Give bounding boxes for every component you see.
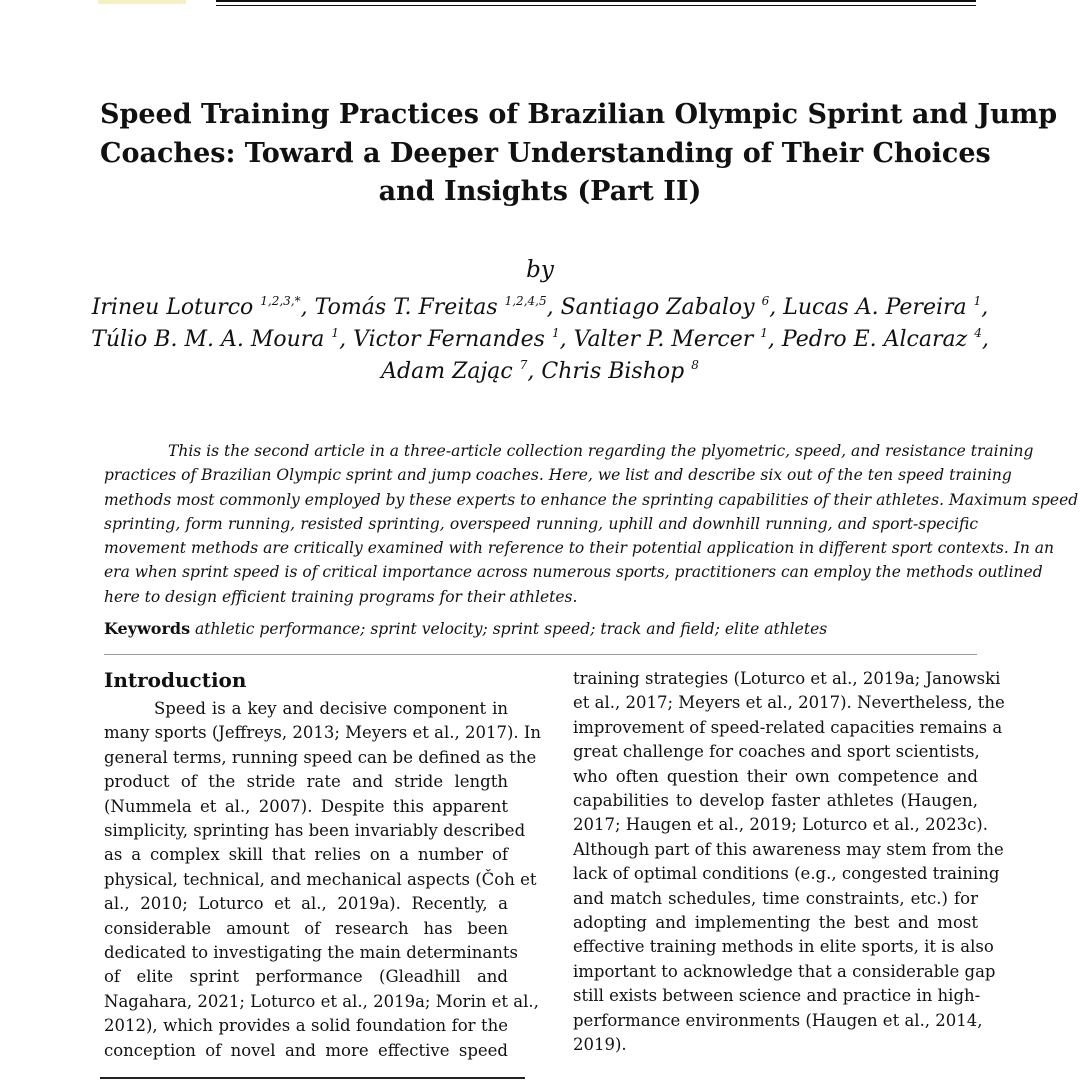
keywords-text: athletic performance; sprint velocity; sprint speed; track and field; elite athletes bbox=[190, 620, 828, 638]
author-affiliation: 4 bbox=[974, 326, 982, 340]
body-line: great challenge for coaches and sport scientists, bbox=[573, 742, 980, 762]
author-line: Túlio B. M. A. Moura $^1$, Victor Fernandes $^1$, Valter P. Mercer $^1$, Pedro E. Alcaraz $^4$, bbox=[91, 326, 989, 352]
abstract-line: methods most commonly employed by these experts to enhance the sprinting capabilities of their athletes. Maximum speed bbox=[104, 490, 1079, 509]
author-line: Adam Zając $^7$, Chris Bishop $^8$ bbox=[381, 358, 699, 384]
body-line: product of the stride rate and stride length bbox=[104, 772, 508, 792]
abstract-line: era when sprint speed is of critical importance across numerous sports, practitioners can employ the methods outlined bbox=[104, 563, 1043, 582]
author-affiliation: 1 bbox=[331, 326, 340, 340]
author-affiliation: 1 bbox=[551, 326, 560, 340]
header-rule-thin bbox=[216, 5, 976, 6]
body-line: capabilities to develop faster athletes (Haugen, bbox=[573, 791, 978, 811]
body-line: training strategies (Loturco et al., 2019a; Janowski bbox=[573, 669, 1001, 688]
body-line: performance environments (Haugen et al., 2014, bbox=[573, 1010, 983, 1030]
abstract bbox=[104, 439, 1079, 609]
author-name: Irineu Loturco bbox=[91, 295, 254, 320]
author-affiliation: 1,2,3,* bbox=[260, 294, 301, 308]
author-list bbox=[60, 292, 1020, 388]
abstract-line: sprinting, form running, resisted sprinting, overspeed running, uphill and downhill running, and sport-specific bbox=[104, 514, 978, 533]
title-line: Speed Training Practices of Brazilian Olympic Sprint and Jump bbox=[100, 99, 1058, 130]
byline-by: by bbox=[526, 257, 554, 283]
title-line: and Insights (Part II) bbox=[378, 176, 702, 207]
body-column-right bbox=[573, 667, 1005, 1058]
body-line: considerable amount of research has been bbox=[104, 918, 508, 938]
journal-logo-fragment bbox=[98, 0, 186, 4]
author-line: Irineu Loturco $^{1,2,3,*}$, Tomás T. Freitas $^{1,2,4,5}$, Santiago Zabaloy $^6$, Lucas A. Pereira $^1$, bbox=[91, 294, 989, 320]
author-affiliation: 8 bbox=[691, 358, 699, 372]
author-affiliation: 1,2,4,5 bbox=[504, 294, 547, 308]
author-name: Chris Bishop bbox=[541, 359, 685, 384]
body-line: et al., 2017; Meyers et al., 2017). Nevertheless, the bbox=[573, 693, 1005, 713]
header-rule bbox=[216, 0, 976, 2]
abstract-line: This is the second article in a three-article collection regarding the plyometric, speed, and resistance training bbox=[168, 442, 1034, 460]
author-name: Tomás T. Freitas bbox=[314, 295, 498, 320]
body-column-left bbox=[104, 697, 542, 1063]
author-affiliation: 1 bbox=[760, 326, 768, 340]
body-line: of elite sprint performance (Gleadhill and bbox=[104, 967, 508, 987]
body-line: as a complex skill that relies on a number of bbox=[104, 845, 508, 865]
body-line: who often question their own competence and bbox=[573, 766, 978, 786]
title-line: Coaches: Toward a Deeper Understanding of Their Choices bbox=[100, 137, 991, 169]
author-name: Santiago Zabaloy bbox=[560, 295, 755, 320]
author-affiliation: 6 bbox=[761, 294, 770, 308]
keywords bbox=[104, 619, 978, 638]
body-line: Although part of this awareness may stem from the bbox=[573, 839, 1004, 859]
keywords-label: Keywords bbox=[104, 619, 191, 638]
section-divider bbox=[104, 654, 977, 655]
body-line: Speed is a key and decisive component in bbox=[154, 699, 508, 718]
body-line: improvement of speed-related capacities remains a bbox=[573, 717, 1003, 737]
body-line: general terms, running speed can be defined as the bbox=[104, 747, 537, 767]
section-heading-introduction: Introduction bbox=[104, 668, 247, 692]
author-affiliation: 1 bbox=[973, 294, 982, 308]
author-name: Victor Fernandes bbox=[353, 327, 545, 352]
body-line: still exists between science and practice in high- bbox=[573, 986, 981, 1006]
body-line: lack of optimal conditions (e.g., congested training bbox=[573, 864, 1000, 884]
body-line: effective training methods in elite sports, it is also bbox=[573, 937, 994, 957]
body-line: (Nummela et al., 2007). Despite this apparent bbox=[104, 796, 508, 816]
body-line: 2012), which provides a solid foundation for the bbox=[104, 1016, 508, 1036]
body-line: al., 2010; Loturco et al., 2019a). Recently, a bbox=[104, 894, 508, 914]
body-line: 2019). bbox=[573, 1035, 627, 1055]
author-name: Valter P. Mercer bbox=[573, 327, 754, 352]
body-line: conception of novel and more effective speed bbox=[104, 1040, 508, 1060]
author-name: Adam Zając bbox=[381, 359, 513, 384]
body-line: many sports (Jeffreys, 2013; Meyers et al., 2017). In bbox=[104, 723, 542, 743]
body-line: important to acknowledge that a considerable gap bbox=[573, 961, 996, 981]
body-line: simplicity, sprinting has been invariably described bbox=[104, 821, 526, 841]
abstract-line: practices of Brazilian Olympic sprint and jump coaches. Here, we list and describe six out of the ten speed training bbox=[104, 466, 1012, 485]
abstract-line: here to design efficient training programs for their athletes. bbox=[104, 587, 578, 606]
article-title bbox=[100, 96, 1058, 212]
body-line: 2017; Haugen et al., 2019; Loturco et al., 2023c). bbox=[573, 815, 988, 835]
author-name: Lucas A. Pereira bbox=[783, 295, 967, 320]
body-line: adopting and implementing the best and most bbox=[573, 913, 978, 933]
body-line: dedicated to investigating the main determinants bbox=[104, 943, 518, 963]
author-name: Túlio B. M. A. Moura bbox=[91, 327, 325, 352]
body-line: physical, technical, and mechanical aspects (Čoh et bbox=[104, 869, 537, 889]
abstract-line: movement methods are critically examined with reference to their potential application in different sport contexts. In an bbox=[104, 539, 1054, 558]
body-line: and match schedules, time constraints, etc.) for bbox=[573, 888, 978, 908]
body-line: Nagahara, 2021; Loturco et al., 2019a; Morin et al., bbox=[104, 991, 539, 1011]
author-affiliation: 7 bbox=[519, 358, 528, 372]
author-name: Pedro E. Alcaraz bbox=[781, 327, 968, 352]
footnote-rule bbox=[100, 1077, 525, 1079]
